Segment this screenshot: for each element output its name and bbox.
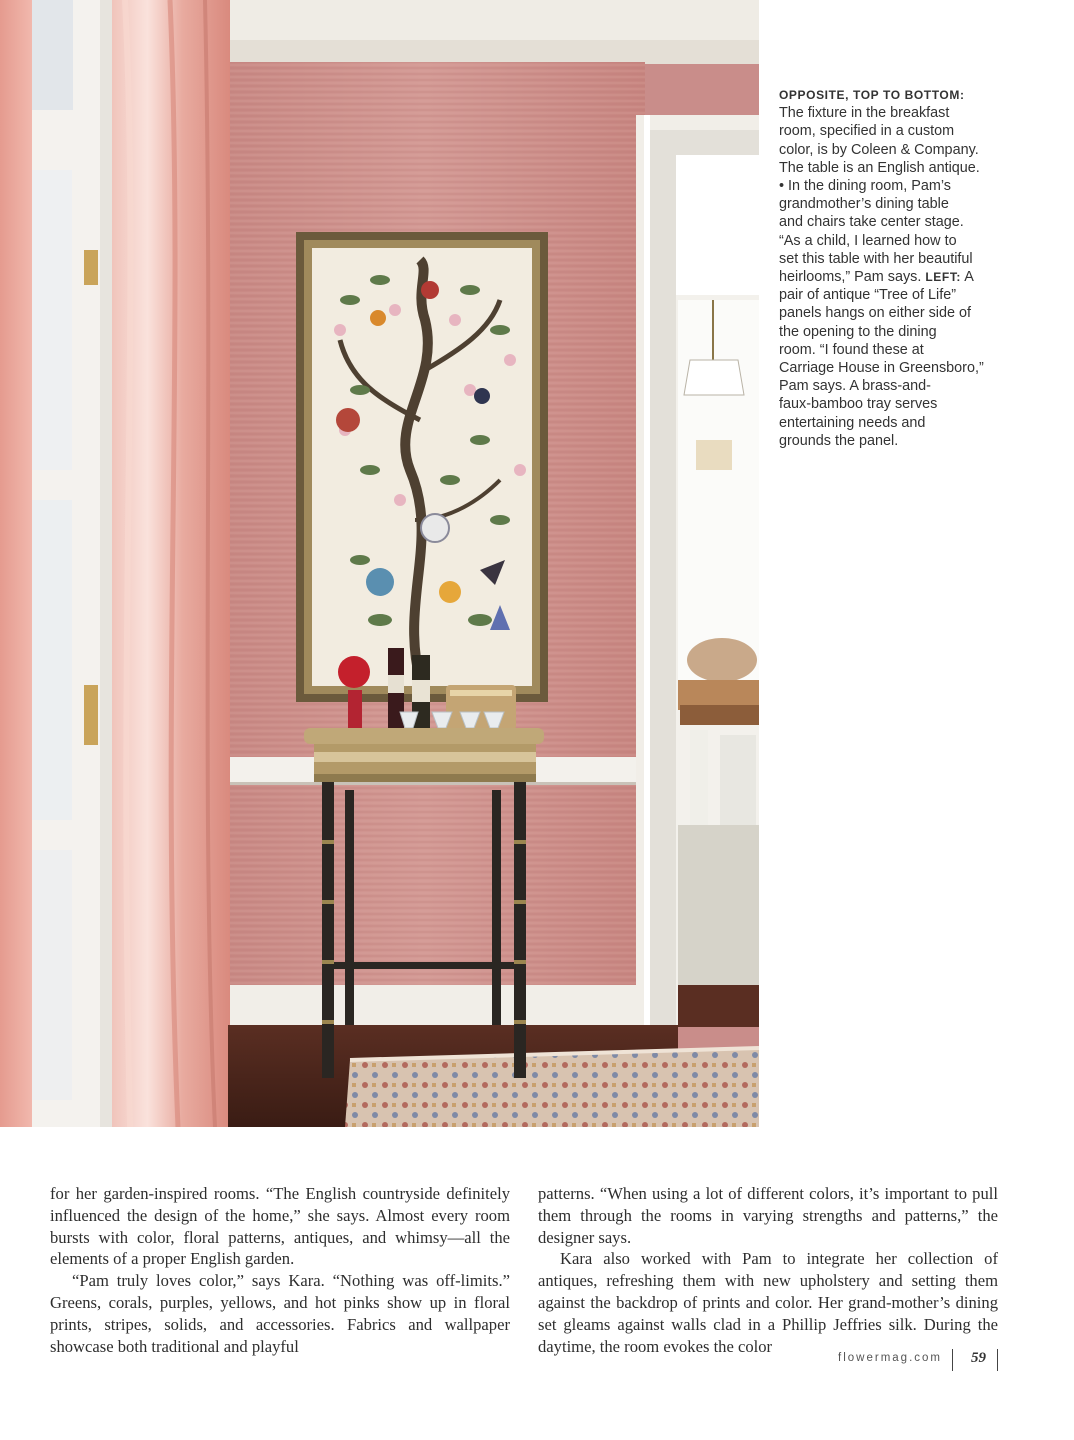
caption-line: grounds the panel. — [779, 432, 899, 449]
caption-text: A — [961, 269, 974, 286]
caption-line — [779, 268, 1041, 286]
caption-line: color, is by Coleen & Company. — [779, 141, 979, 158]
caption-line: The fixture in the breakfast — [779, 105, 950, 122]
caption-line: room. “I found these at — [779, 341, 924, 358]
site-name: flowermag.com — [838, 1352, 942, 1364]
body-paragraph: patterns. “When using a lot of different colors, it’s important to pull them through the rooms in varying strengths and patterns,” the designer says. — [538, 1184, 998, 1247]
footer-divider — [952, 1349, 954, 1371]
caption-line: The table is an English antique. — [779, 159, 980, 176]
caption-line: • In the dining room, Pam’s — [779, 178, 951, 195]
caption-line: room, specified in a custom — [779, 123, 955, 140]
page-footer — [800, 1349, 1000, 1373]
body-column-left — [50, 1183, 510, 1357]
caption-line: Carriage House in Greensboro,” — [779, 360, 984, 377]
photo-caption — [779, 86, 1041, 450]
caption-line: pair of antique “Tree of Life” — [779, 287, 957, 304]
caption-text: heirlooms,” Pam says. — [779, 269, 926, 286]
caption-line: and chairs take center stage. — [779, 214, 964, 231]
caption-line: Pam says. A brass-and- — [779, 378, 931, 395]
caption-left-label: LEFT: — [925, 270, 962, 285]
caption-line: “As a child, I learned how to — [779, 232, 957, 249]
page-number: 59 — [971, 1350, 986, 1366]
footer-divider — [997, 1349, 999, 1371]
caption-line: set this table with her beautiful — [779, 250, 973, 267]
caption-line: faux-bamboo tray serves — [779, 396, 938, 413]
body-paragraph: “Pam truly loves color,” says Kara. “Nothing was off-limits.” Greens, corals, purples, yellows, and hot pinks show up in floral prints, stripes, solids, and accessories. Fabrics and wallpaper showcase both traditional and playful — [50, 1271, 510, 1356]
body-column-right — [538, 1183, 998, 1357]
caption-line: entertaining needs and — [779, 414, 926, 431]
caption-line: panels hangs on either side of — [779, 305, 972, 322]
caption-line: the opening to the dining — [779, 323, 937, 340]
caption-heading: OPPOSITE, TOP TO BOTTOM: — [779, 88, 965, 102]
caption-line: grandmother’s dining table — [779, 196, 949, 213]
body-paragraph: Kara also worked with Pam to integrate her collection of antiques, refreshing them with new upholstery and setting them against the backdrop of prints and color. Her grand-mother’s dining set gleams against walls clad in a Phillip Jeffries silk. During the daytime, the room evokes the color — [538, 1249, 998, 1356]
body-paragraph: for her garden-inspired rooms. “The English countryside definitely influenced the design of the home,” she says. Almost every room bursts with color, floral patterns, antiques, and whimsy—all the elements of a proper English garden. — [50, 1184, 510, 1269]
